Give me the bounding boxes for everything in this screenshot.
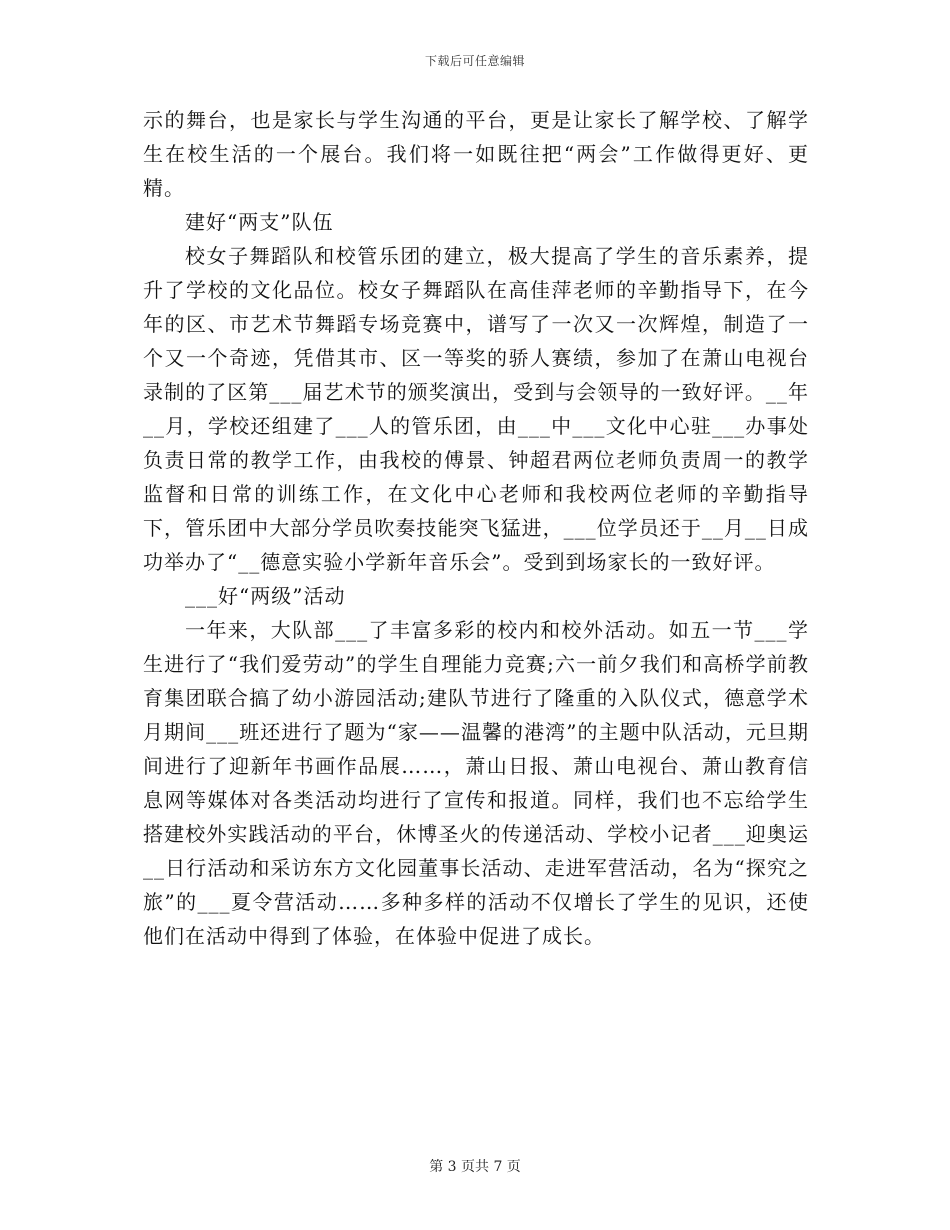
paragraph-two-teams: 校女子舞蹈队和校管乐团的建立，极大提高了学生的音乐素养，提升了学校的文化品位。校女子舞蹈队在高佳萍老师的辛勤指导下，在今年的区、市艺术节舞蹈专场竞赛中，谱写了一次又一次辉煌，制造了一个又一个奇迹，凭借其市、区一等奖的骄人赛绩，参加了在萧山电视台录制的了区第___届艺术节的颁奖演出，受到与会领导的一致好评。__年__月，学校还组建了___人的管乐团，由___中___文化中心驻___办事处负责日常的教学工作，由我校的傅景、钟超君两位老师负责周一的教学监督和日常的训练工作，在文化中心老师和我校两位老师的辛勤指导下，管乐团中大部分学员吹奏技能突飞猛进，___位学员还于__月__日成功举办了“__德意实验小学新年音乐会”。受到到场家长的一致好评。 <box>143 244 809 574</box>
page-number-footer: 第 3 页共 7 页 <box>429 1159 521 1175</box>
section-heading-two-teams: 建好“两支”队伍 <box>185 210 334 234</box>
document-body <box>143 103 809 953</box>
paragraph-continuation: 示的舞台，也是家长与学生沟通的平台，更是让家长了解学校、了解学生在校生活的一个展台。我们将一如既往把“两会”工作做得更好、更精。 <box>143 108 809 200</box>
section-heading-two-levels: ___好“两级”活动 <box>185 584 346 608</box>
page-header-note: 下载后可任意编辑 <box>424 54 525 68</box>
paragraph-two-levels: 一年来，大队部___了丰富多彩的校内和校外活动。如五一节___学生进行了“我们爱劳动”的学生自理能力竞赛;六一前夕我们和高桥学前教育集团联合搞了幼小游园活动;建队节进行了隆重的入队仪式，德意学术月期间___班还进行了题为“家——温馨的港湾”的主题中队活动，元旦期间进行了迎新年书画作品展……，萧山日报、萧山电视台、萧山教育信息网等媒体对各类活动均进行了宣传和报道。同样，我们也不忘给学生搭建校外实践活动的平台，休博圣火的传递活动、学校小记者___迎奥运__日行活动和采访东方文化园董事长活动、走进军营活动，名为“探究之旅”的___夏令营活动……多种多样的活动不仅增长了学生的见识，还使他们在活动中得到了体验，在体验中促进了成长。 <box>143 618 809 948</box>
